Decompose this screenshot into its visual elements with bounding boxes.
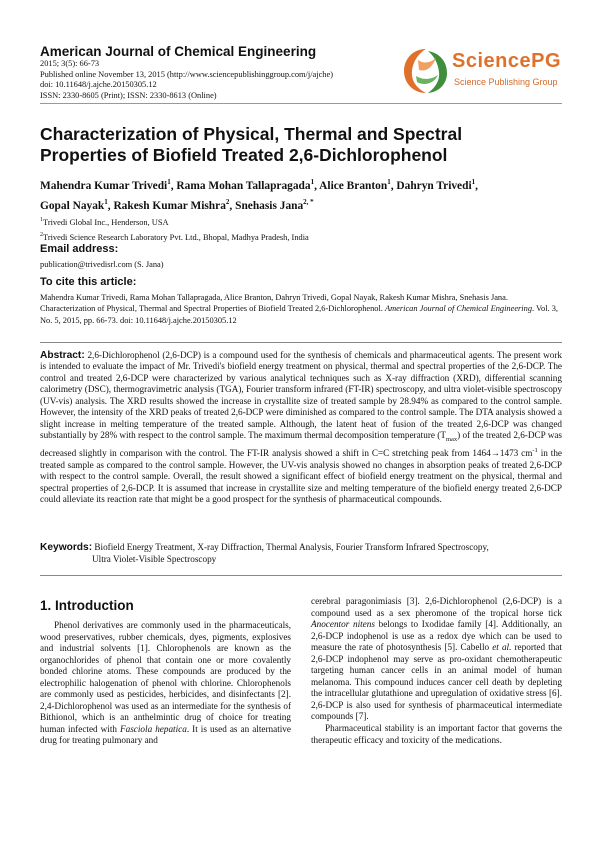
citation-text: Mahendra Kumar Trivedi, Rama Mohan Tallapragada, Alice Branton, Dahryn Trivedi, Gopal Nayak, Rakesh Kumar Mishra, Snehasis Jana. Characterization of Physical, Thermal and Spectral Properties of Biofield Treated 2,6-Dichlorophenol. American Journal of Chemical Engineering. Vol. 3, No. 5, 2015, pp. 66-73. doi: 10.11648/j.ajche.20150305.12 <box>40 293 559 325</box>
abstract-label: Abstract: <box>40 350 85 361</box>
author <box>235 200 314 212</box>
paper-title-line: Characterization of Physical, Thermal and Spectral <box>40 124 463 144</box>
author: Gopal Nayak$^1$, <box>40 198 114 213</box>
header-divider <box>40 103 562 104</box>
author-affil-sup: 1 <box>471 178 476 186</box>
journal-title: American Journal of Chemical Engineering <box>40 44 317 59</box>
logo-wordmark: SciencePG <box>452 50 562 72</box>
author: Mahendra Kumar Trivedi$^1$, <box>40 178 177 192</box>
meta-doi: doi: 10.11648/j.ajche.20150305.12 <box>40 80 157 90</box>
intro-paragraph: cerebral paragonimiasis [3]. 2,6-Dichlorophenol (2,6-DCP) is a compound used as a sex pheromone of the tropical horse tick Anocentor nitens belongs to Ixodidae family [4]. Additionally, an 2,6-DCP indophenol is use as a redox dye which can be used to measure the rate of photosynthesis [5]. Cabello et al. reported that 2,6-DCP indophenol may serve as pro-oxidant chemotherapeutic targeting human cancer cells in an animal model of human melanoma. This compound induces cancer cell death by depleting the intracellular glutathione and upregulation of oxidative stress [6]. 2,6-DCP is also used for synthesis of pharmaceutical intermediate compounds [7]. <box>311 596 563 722</box>
affiliations <box>40 214 309 244</box>
author: Dahryn Trivedi$^1$, <box>396 178 478 192</box>
meta-published-online: Published online November 13, 2015 (http://www.sciencepublishinggroup.com/j/ajche) <box>40 69 333 79</box>
sciencepg-globe-icon <box>402 46 450 96</box>
author-name: Snehasis Jana <box>235 200 304 213</box>
citation-journal: American Journal of Chemical Engineering <box>385 304 533 314</box>
author-name: Dahryn Trivedi <box>396 179 472 192</box>
keywords-line: Keywords: Biofield Energy Treatment, X-ray Diffraction, Thermal Analysis, Fourier Transform Infrared Spectroscopy, <box>40 542 489 553</box>
author-name: Alice Branton <box>319 179 388 192</box>
abstract: Abstract: 2,6-Dichlorophenol (2,6-DCP) is a compound used for the synthesis of chemicals and pharmaceutical agents. The present work is intended to evaluate the impact of Mr. Trivedi's biofield energy treatment on physical, thermal and spectral properties of the 2,6-DCP. The control and treated 2,6-DCP were characterized by various analytical techniques such as X-ray diffraction (XRD), differential scanning calorimetry (DSC), thermogravimetric analysis (TGA), Fourier transform infrared (FT-IR) spectroscopy, and ultra violet-visible spectroscopy (UV-vis) analysis. The XRD results showed the increase in crystallite size of treated sample by 28.94% as compared to the control sample. However, the intensity of the XRD peaks of treated 2,6-DCP were diminished as compared to the control sample. The DTA analysis showed a slight increase in melting temperature of the treated sample. Although, the latent heat of fusion of the treated 2,6-DCP was changed substantially by 28% with respect to the control sample. The maximum thermal decomposition temperature $(T_{max})$ of the treated 2,6-DCP was decreased slightly in comparison with the control. The FT-IR analysis showed a shift in C=C stretching peak from 1464→1473 $cm^{-1}$ in the treated sample as compared to the control sample. However, the UV-vis analysis showed no changes in absorption peaks of treated 2,6-DCP with respect to the control sample. Overall, the result showed a significant effect of biofield energy treatment on the physical, thermal and spectral properties of 2,6-DCP. It is assumed that increase in crystallite size and melting temperature of the biofield energy treated 2,6-DCP could alleviate its reaction rate that might be a good prospect for the synthesis of pharmaceutical compounds. <box>40 350 562 505</box>
email-heading: Email address: <box>40 243 119 255</box>
journal-meta <box>40 59 333 101</box>
paper-title <box>40 124 560 166</box>
cite-heading: To cite this article: <box>40 276 137 288</box>
introduction-left-column <box>40 620 291 747</box>
author-affil-sup: 1 <box>310 178 315 186</box>
affiliation: $^2$Trivedi Science Research Laboratory Pvt. Ltd., Bhopal, Madhya Pradesh, India <box>40 231 309 242</box>
author-name: Gopal Nayak <box>40 200 105 213</box>
author-affil-sup: 1 <box>387 178 391 186</box>
logo-subtitle: Science Publishing Group <box>454 77 558 87</box>
author: Rakesh Kumar Mishra$^2$, <box>113 198 236 213</box>
keywords <box>40 542 562 565</box>
author-name: Mahendra Kumar Trivedi <box>40 179 168 192</box>
intro-paragraph: Pharmaceutical stability is an important factor that governs the therapeutic efficacy and toxicity of the medications. <box>311 723 562 745</box>
meta-issue: 2015; 3(5): 66-73 <box>40 59 100 68</box>
introduction-right-column <box>311 596 562 746</box>
author: Alice Branton$^1$, <box>319 178 397 192</box>
keywords-label: Keywords: <box>40 542 93 553</box>
email-address-link[interactable]: publication@trivedisrl.com (S. Jana) <box>40 260 164 269</box>
author: Rama Mohan Tallapragada$^1$, <box>176 178 320 192</box>
introduction-heading: 1. Introduction <box>40 598 134 613</box>
keywords-line: Ultra Violet-Visible Spectroscopy <box>92 553 217 564</box>
author-affil-sup: 1 <box>104 198 108 207</box>
meta-issn: ISSN: 2330-8605 (Print); ISSN: 2330-8613 (Online) <box>40 90 217 100</box>
abstract-divider-top <box>40 342 562 343</box>
paper-title-line: Properties of Biofield Treated 2,6-Dichlorophenol <box>40 145 448 165</box>
author-name: Rama Mohan Tallapragada <box>176 179 311 192</box>
author-affil-sup: 2, * <box>303 198 314 207</box>
author-list <box>40 174 562 215</box>
author-name: Rakesh Kumar Mishra <box>113 200 226 213</box>
abstract-divider-bottom <box>40 575 562 576</box>
affiliation: $^1$Trivedi Global Inc., Henderson, USA <box>40 217 169 227</box>
author-affil-sup: 2 <box>225 198 230 207</box>
intro-paragraph: Phenol derivatives are commonly used in the pharmaceuticals, wood preservatives, rubber chemicals, dyes, pigments, explosives and industrial solvents [1]. Chlorophenols are known as the organochlorides of phenol that contain one or more covalently bonded chlorine atoms. These compounds are produced by the electrophilic halogenation of phenol with chlorine. Chlorophenols are commonly used as pesticides, herbicides, and disinfectants [2]. 2,4-Dichlorophenol was used as an intermediate for the synthesis of Bithionol, which is an anthelmintic drug of choice for treating human infected with Fasciola hepatica. It is used as an alternative drug for treating pulmonary and <box>40 620 291 746</box>
author-affil-sup: 1 <box>167 178 171 186</box>
sciencepg-logo <box>402 44 572 100</box>
